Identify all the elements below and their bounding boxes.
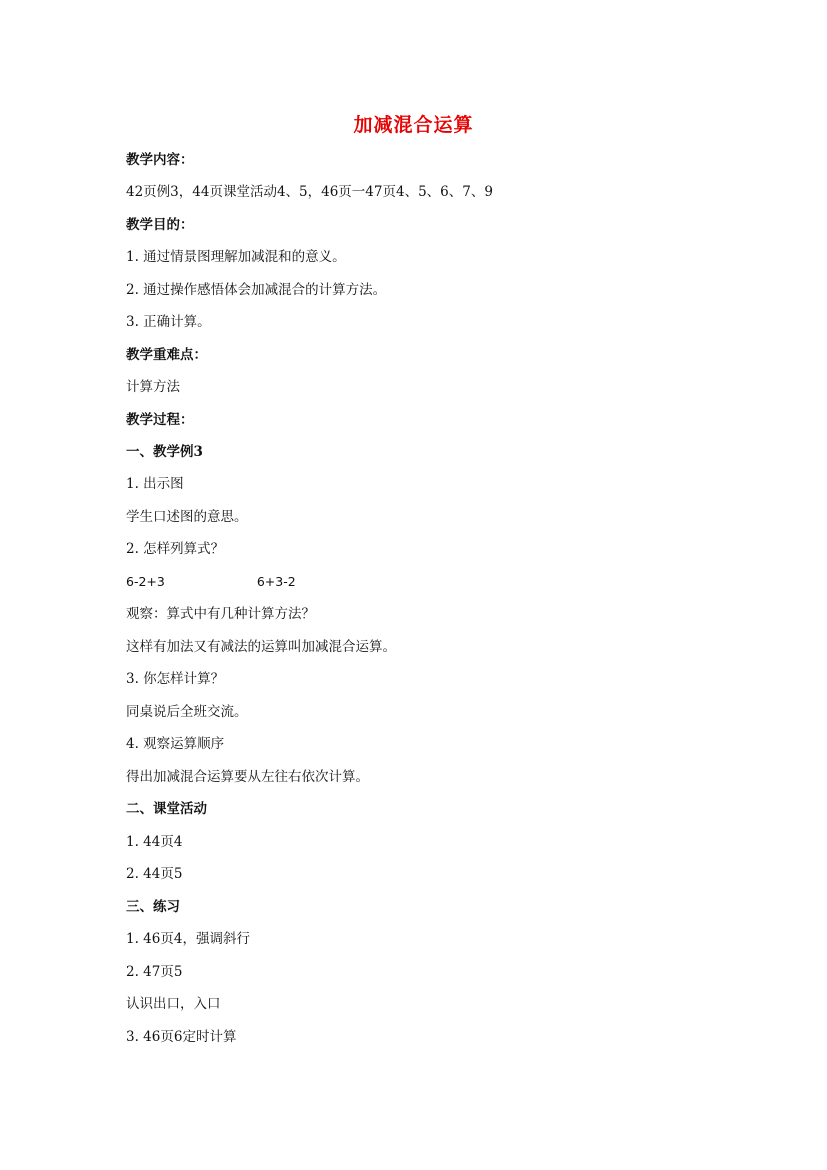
heading-objectives: 教学目的： [126, 217, 194, 233]
exercise-3: 3. 46页6定时计算 [126, 1029, 237, 1045]
step-2: 2. 怎样列算式？ [126, 541, 225, 557]
section-2-heading: 二、课堂活动 [126, 801, 207, 817]
step-3-note: 同桌说后全班交流。 [126, 704, 248, 720]
observe-question: 观察：算式中有几种计算方法？ [126, 606, 315, 622]
content-text: 42页例3，44页课堂活动4、5，46页一47页4、5、6、7、9 [126, 184, 493, 200]
section-1-heading: 一、教学例3 [126, 444, 203, 460]
document-title: 加减混合运算 [353, 114, 474, 136]
objective-3: 3. 正确计算。 [126, 314, 211, 330]
heading-key-points: 教学重难点： [126, 347, 207, 363]
expression-2: 6+3-2 [256, 574, 296, 589]
step-4: 4. 观察运算顺序 [126, 736, 225, 752]
heading-content: 教学内容： [126, 152, 194, 168]
step-1: 1. 出示图 [126, 476, 184, 492]
step-1-note: 学生口述图的意思。 [126, 509, 248, 525]
section-3-heading: 三、练习 [126, 899, 180, 915]
objective-1: 1. 通过情景图理解加减混和的意义。 [126, 249, 346, 265]
activity-1: 1. 44页4 [126, 834, 183, 850]
expressions-row [126, 572, 296, 592]
activity-2: 2. 44页5 [126, 866, 183, 882]
step-4-note: 得出加减混合运算要从左往右依次计算。 [126, 769, 369, 785]
exercise-2: 2. 47页5 [126, 964, 183, 980]
exercise-2-note: 认识出口，入口 [126, 996, 221, 1012]
expression-1: 6-2+3 [126, 574, 165, 589]
objective-2: 2. 通过操作感悟体会加减混合的计算方法。 [126, 282, 387, 298]
key-points-text: 计算方法 [126, 379, 180, 395]
heading-process: 教学过程： [126, 412, 194, 428]
step-3: 3. 你怎样计算？ [126, 671, 225, 687]
exercise-1: 1. 46页4，强调斜行 [126, 931, 250, 947]
definition-text: 这样有加法又有减法的运算叫加减混合运算。 [126, 639, 396, 655]
